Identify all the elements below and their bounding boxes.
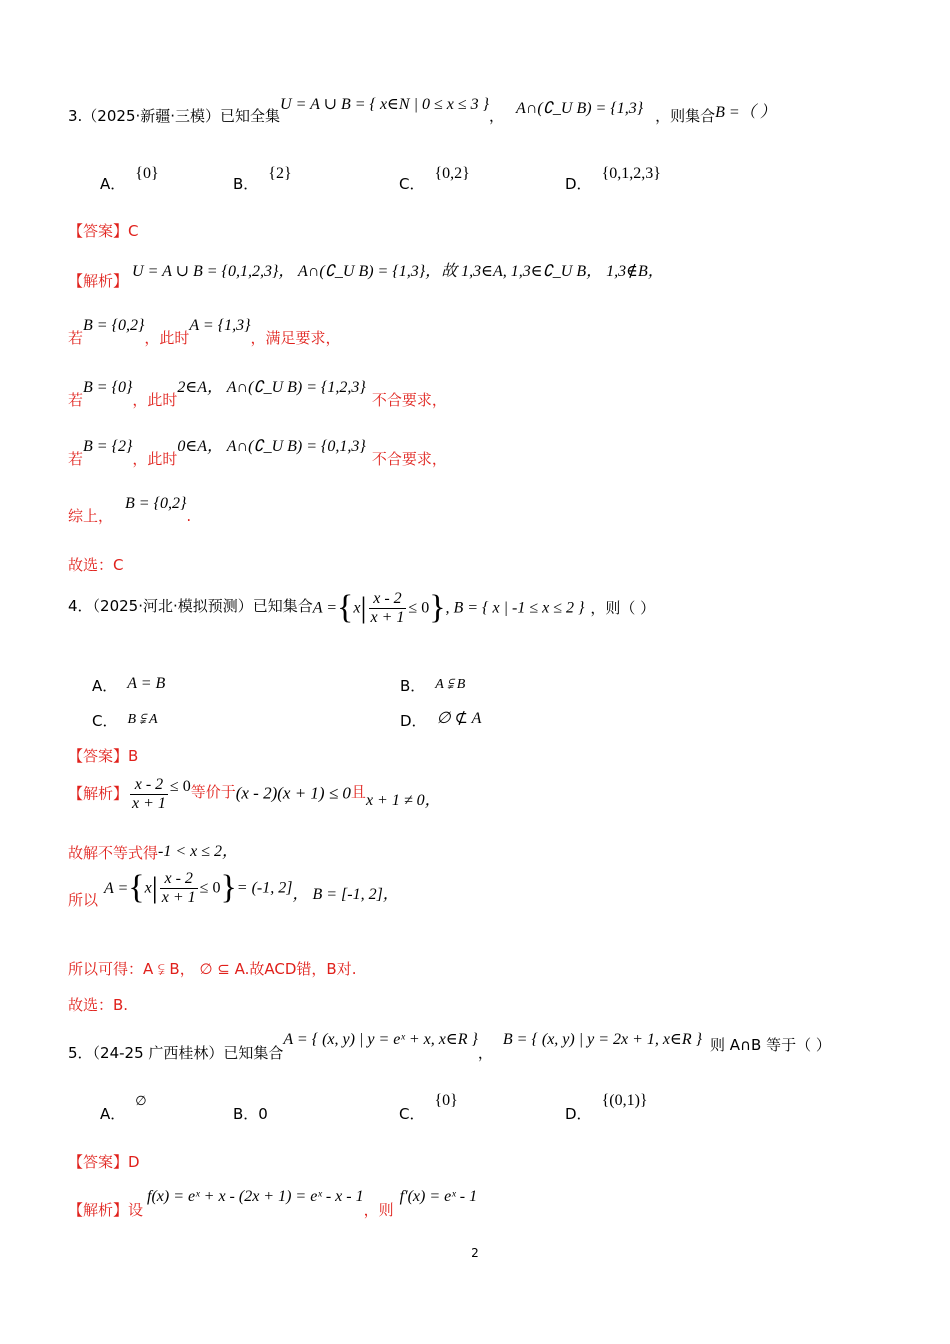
- option-label: A．: [92, 677, 118, 695]
- brace-glyph: {: [128, 869, 145, 907]
- option-value: {(0,1)}: [601, 1092, 648, 1109]
- fraction-denominator: x + 1: [370, 608, 405, 626]
- ana-expr: -1 < x ≤ 2，: [158, 843, 239, 860]
- q3-set-u: U = A ∪ B = { x∈N | 0 ≤ x ≤ 3 }: [280, 96, 490, 113]
- q3-ask: B =（ ）: [715, 104, 776, 121]
- case-expr: B = {2}: [83, 438, 133, 455]
- option-value: ∅ ⊄ A: [436, 710, 482, 727]
- case-text: 若: [68, 329, 84, 347]
- q4-var: x: [353, 599, 361, 617]
- answer-tag: 【答案】: [68, 1153, 129, 1171]
- q5-stem: [68, 1028, 831, 1062]
- analysis-tag: 【解析】: [68, 784, 129, 803]
- analysis-expr: U = A ∪ B = {0,1,2,3}， A∩(∁_U B) = {1,3}，故 1,3∈A, 1,3∈∁_U B， 1,3∉B，: [132, 263, 664, 280]
- q5-set-a: A = { (x, y) | y = eˣ + x, x∈R }: [283, 1031, 478, 1048]
- q4-fraction: [369, 590, 407, 626]
- q5-option-a: [100, 1089, 147, 1123]
- q5-stem-text: 5．（24-25 广西桂林）已知集合: [68, 1044, 284, 1062]
- ana-le: ≤ 0: [199, 879, 221, 897]
- fraction-denominator: x + 1: [132, 794, 166, 812]
- ana-fraction: [160, 870, 198, 906]
- brace-glyph: {: [337, 589, 354, 627]
- option-value: 0: [258, 1105, 268, 1123]
- analysis-tag: 【解析】: [68, 272, 129, 290]
- q3-stem: [68, 96, 776, 126]
- option-label: A．: [100, 175, 126, 193]
- fraction-numerator: x - 2: [160, 870, 198, 889]
- q4-option-d: [400, 707, 481, 728]
- q5-option-b: [233, 1089, 268, 1123]
- case-expr: A = {1,3}: [189, 317, 251, 334]
- q4-analysis-line1: [68, 776, 441, 812]
- ana-expr: = (-1, 2]: [236, 879, 293, 897]
- brace-glyph: }: [220, 869, 237, 907]
- ana-text: ，则: [363, 1201, 394, 1219]
- q5-sep: ，: [477, 1044, 493, 1062]
- q4-ana-fraction: [130, 776, 168, 812]
- option-label: B．: [233, 175, 259, 193]
- option-value: B ⫋ A: [127, 712, 158, 727]
- ana-text: 且: [350, 782, 366, 801]
- case-text: 若: [68, 450, 84, 468]
- option-label: C．: [399, 175, 425, 193]
- case-text: 不合要求，: [371, 450, 447, 468]
- case-expr: 2∈A， A∩(∁_U B) = {1,2,3}: [177, 379, 366, 396]
- ana-le: ≤ 0: [169, 777, 191, 795]
- q4-choose: 故选：B.: [68, 996, 129, 1014]
- option-value: ∅: [135, 1093, 147, 1108]
- q3-sep: ，: [489, 107, 505, 125]
- q4-analysis-line2: [68, 838, 238, 861]
- case-expr: 0∈A， A∩(∁_U B) = {0,1,3}: [177, 438, 366, 455]
- option-value: {0,1,2,3}: [601, 165, 661, 182]
- analysis-tag: 【解析】: [68, 1201, 129, 1219]
- ana-text: 故解不等式得: [68, 844, 159, 862]
- q4-stem-text: 4．（2025·河北·模拟预测）已知集合: [68, 596, 313, 615]
- bar-glyph: |: [151, 871, 158, 905]
- bar-glyph: |: [360, 591, 367, 625]
- q3-stem-text: 3.（2025·新疆·三模）已知全集: [68, 107, 281, 125]
- q3-case3: [68, 433, 447, 468]
- summary-text: 综上，: [68, 507, 114, 525]
- option-label: C．: [399, 1105, 425, 1123]
- ana-expr: f′(x) = eˣ - 1: [399, 1188, 478, 1205]
- q3-choose: 故选：C: [68, 556, 124, 574]
- summary-expr: B = {0,2}: [125, 495, 187, 512]
- case-text: ，此时: [132, 391, 178, 409]
- case-expr: B = {0,2}: [83, 317, 145, 334]
- case-text: ，满足要求，: [250, 329, 341, 347]
- case-expr: B = {0}: [83, 379, 133, 396]
- option-value: A = B: [127, 675, 166, 692]
- ana-text: 所以: [68, 890, 99, 909]
- answer-value: C: [128, 222, 139, 240]
- q5-answer: [68, 1151, 140, 1172]
- ana-text: 等价于: [190, 782, 236, 801]
- q5-stem-suffix: 则 A∩B 等于（ ）: [710, 1036, 831, 1054]
- option-value: A ⫋ B: [435, 677, 466, 692]
- ana-expr: A =: [104, 879, 129, 897]
- case-text: ，此时: [144, 329, 190, 347]
- ana-expr: x + 1 ≠ 0，: [365, 791, 441, 809]
- page-number: 2: [471, 1246, 479, 1260]
- option-label: D．: [565, 1105, 592, 1123]
- brace-glyph: }: [429, 589, 446, 627]
- ana-expr: ， B = [-1, 2]，: [292, 885, 399, 903]
- q4-analysis-line4: 所以可得：A ⫋ B， ∅ ⊆ A.故ACD错，B对.: [68, 960, 357, 978]
- q5-option-d: [565, 1089, 648, 1123]
- option-value: {2}: [268, 165, 292, 182]
- case-text: 若: [68, 391, 84, 409]
- q4-stem: [68, 590, 655, 626]
- q4-set-a: A =: [312, 599, 338, 617]
- fraction-numerator: x - 2: [130, 776, 168, 795]
- option-value: {0}: [135, 165, 159, 182]
- option-value: {0,2}: [434, 165, 470, 182]
- ana-var: x: [144, 879, 152, 897]
- option-label: B．: [400, 677, 426, 695]
- q4-le: ≤ 0: [408, 599, 430, 617]
- q4-option-b: [400, 672, 465, 693]
- q3-answer: [68, 220, 139, 241]
- ana-expr: f(x) = eˣ + x - (2x + 1) = eˣ - x - 1: [147, 1188, 364, 1205]
- answer-value: B: [128, 747, 139, 765]
- option-label: A．: [100, 1105, 126, 1123]
- q3-case1: [68, 314, 341, 347]
- q4-option-a: [92, 672, 165, 693]
- q4-answer: [68, 745, 138, 766]
- option-label: B．: [233, 1105, 259, 1123]
- q4-set-b: , B = { x | -1 ≤ x ≤ 2 }: [445, 599, 585, 617]
- ana-expr: (x - 2)(x + 1) ≤ 0: [235, 783, 351, 803]
- answer-value: D: [128, 1153, 140, 1171]
- q4-analysis-line3: [68, 869, 399, 909]
- answer-tag: 【答案】: [68, 222, 129, 240]
- q3-option-c: [399, 162, 470, 193]
- q3-option-a: [100, 162, 159, 193]
- q3-option-d: [565, 162, 661, 193]
- option-label: D．: [400, 712, 427, 730]
- fraction-numerator: x - 2: [373, 590, 402, 607]
- q3-option-b: [233, 162, 292, 193]
- q3-given: A∩(∁_U B) = {1,3}: [516, 100, 644, 117]
- summary-text: .: [186, 507, 192, 525]
- answer-tag: 【答案】: [68, 747, 129, 765]
- option-value: {0}: [434, 1092, 458, 1109]
- q5-option-c: [399, 1089, 458, 1123]
- q3-summary: [68, 492, 192, 525]
- case-text: 不合要求，: [371, 391, 447, 409]
- q4-stem-suffix: ，则（ ）: [590, 598, 656, 617]
- ana-text: 设: [128, 1201, 144, 1219]
- case-text: ，此时: [132, 450, 178, 468]
- fraction-denominator: x + 1: [161, 888, 196, 906]
- q3-analysis-line1: [68, 258, 664, 290]
- option-label: D．: [565, 175, 592, 193]
- q5-set-b: B = { (x, y) | y = 2x + 1, x∈R }: [502, 1031, 703, 1048]
- q3-stem-suffix: ，则集合: [655, 107, 716, 125]
- q3-case2: [68, 374, 447, 409]
- option-label: C．: [92, 712, 118, 730]
- q4-option-c: [92, 707, 158, 728]
- q5-analysis-line1: [68, 1185, 478, 1219]
